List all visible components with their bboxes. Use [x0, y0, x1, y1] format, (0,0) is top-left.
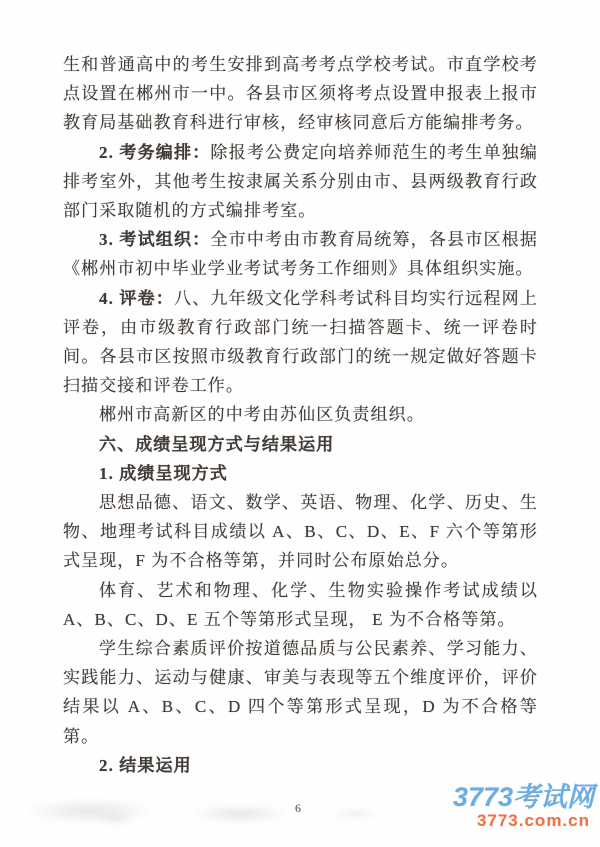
paragraph-text: 生和普通高中的考生安排到高考考点学校考试。市直学校考点设置在郴州市一中。各县市区须将考点设置申报表上报市教育局基础教育科进行审核，经审核同意后方能编排考务。 — [63, 55, 538, 133]
paragraph-exam-venues — [63, 50, 538, 138]
paragraph-lead: 4. 评卷： — [99, 288, 175, 308]
paragraph-academic-grades — [63, 488, 538, 576]
subsection-heading-result-usage — [63, 751, 538, 780]
watermark-site-name: 3773考试网 — [452, 782, 594, 812]
paragraph-text: 体育、艺术和物理、化学、生物实验操作考试成绩以 A、B、C、D、E 五个等第形式呈现， E 为不合格等第。 — [63, 580, 538, 629]
paragraph-lead: 3. 考试组织： — [99, 230, 211, 250]
section-heading-six — [63, 430, 538, 459]
paragraph-exam-room-arrangement — [63, 138, 538, 226]
paragraph-text: 郴州市高新区的中考由苏仙区负责组织。 — [99, 405, 425, 425]
heading-text: 六、成绩呈现方式与结果运用 — [99, 434, 335, 454]
heading-text: 2. 结果运用 — [99, 755, 192, 775]
paragraph-text: 全市中考由市教育局统筹，各县市区根据《郴州市初中毕业学业考试考务工作细则》具体组织实施。 — [63, 230, 538, 279]
subsection-heading-score-presentation — [63, 459, 538, 488]
paragraph-text: 学生综合素质评价按道德品质与公民素养、学习能力、实践能力、运动与健康、审美与表现等五个维度评价，评价结果以 A、B、C、D 四个等第形式呈现，D 为不合格等第。 — [63, 639, 538, 746]
heading-text: 1. 成绩呈现方式 — [99, 463, 228, 483]
paragraph-comprehensive-quality — [63, 634, 538, 751]
paragraph-practical-grades — [63, 576, 538, 634]
paragraph-gaoxin-district — [63, 400, 538, 429]
paragraph-text: 八、九年级文化学科考试科目均实行远程网上评卷，由市级教育行政部门统一扫描答题卡、统一评卷时间。各县市区按照市级教育行政部门的统一规定做好答题卡扫描交接和评卷工作。 — [63, 288, 538, 396]
document-body — [63, 50, 538, 780]
paragraph-exam-organization — [63, 225, 538, 283]
page-number: 6 — [295, 801, 301, 815]
scan-smudge — [190, 804, 290, 824]
watermark — [404, 783, 594, 830]
scan-smudge — [330, 808, 380, 820]
paragraph-text: 除报考公费定向培养师范生的考生单独编排考室外，其他考生按隶属关系分别由市、县两级教育行政部门采取随机的方式编排考室。 — [63, 142, 538, 221]
scan-smudge — [96, 812, 136, 826]
paragraph-text: 思想品德、语文、数学、英语、物理、化学、历史、生物、地理考试科目成绩以 A、B、C、D、E、F 六个等第形式呈现，F 为不合格等第，并同时公布原始总分。 — [63, 493, 538, 571]
watermark-site-url: 3773.com.cn — [476, 811, 590, 831]
paragraph-lead: 2. 考务编排： — [99, 142, 211, 162]
paragraph-marking — [63, 284, 538, 401]
